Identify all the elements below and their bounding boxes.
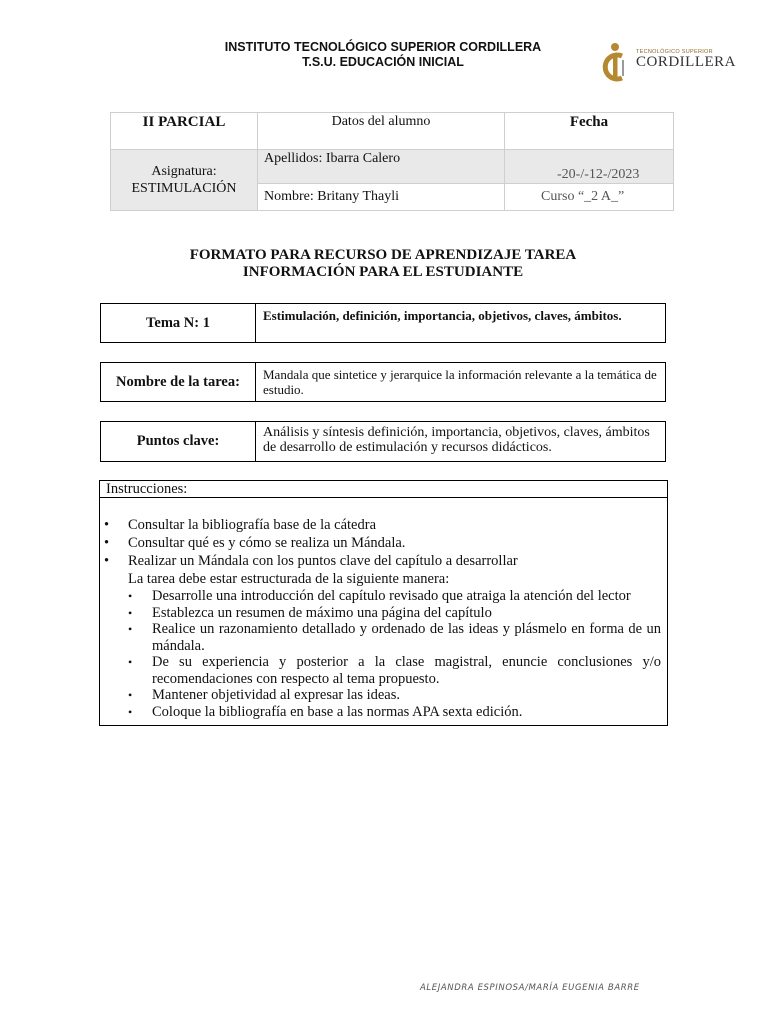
fecha-value-cell: -20-/-12-/2023	[505, 150, 674, 184]
sub-list-item-text: Desarrolle una introducción del capítulo revisado que atraiga la atención del lector	[152, 588, 631, 604]
cordillera-logo-icon	[598, 40, 636, 84]
sub-list-item	[100, 588, 667, 605]
tema-value: Estimulación, definición, importancia, objetivos, claves, ámbitos.	[256, 304, 666, 343]
nombre-cell: Nombre: Britany Thayli	[258, 184, 505, 211]
sub-list-item-text: Establezca un resumen de máximo una página del capítulo	[152, 604, 492, 621]
list-item-text: Consultar qué es y cómo se realiza un Mándala.	[128, 535, 406, 551]
list-item	[100, 516, 667, 534]
structure-intro: La tarea debe estar estructurada de la siguiente manera:	[128, 571, 450, 587]
logo-subtitle: TECNOLÓGICO SUPERIOR	[636, 49, 713, 55]
bullet-icon: •	[128, 622, 133, 636]
program-name: T.S.U. EDUCACIÓN INICIAL	[302, 55, 464, 69]
list-item-text: Realizar un Mándala con los puntos clave del capítulo a desarrollar	[128, 553, 518, 569]
document-title	[110, 247, 656, 281]
bullet-icon: •	[104, 517, 110, 533]
cordillera-logo	[598, 40, 736, 84]
fecha-header-cell: Fecha	[505, 113, 674, 150]
list-item	[100, 552, 667, 570]
sub-list-item	[100, 687, 667, 704]
asignatura-label: Asignatura:	[151, 164, 217, 179]
sub-list-item-text: Coloque la bibliografía en base a las normas APA sexta edición.	[152, 703, 523, 720]
instructions-list	[100, 516, 667, 570]
sub-list-item-text: Mantener objetividad al expresar las ideas.	[152, 687, 401, 703]
sub-list-item-text: De su experiencia y posterior a la clase magistral, enuncie conclusiones y/o recomendaciones con respecto al tema propuesto.	[152, 654, 661, 687]
apellidos-cell: Apellidos: Ibarra Calero	[258, 150, 505, 184]
puntos-value: Análisis y síntesis definición, importancia, objetivos, claves, ámbitos de desarrollo de estimulación y recursos didácticos.	[256, 422, 666, 462]
title-line-1: FORMATO PARA RECURSO DE APRENDIZAJE TAREA	[189, 247, 577, 263]
tarea-value: Mandala que sintetice y jerarquice la información relevante a la temática de estudio.	[256, 363, 666, 402]
logo-wordmark: CORDILLERA	[636, 54, 736, 70]
bullet-icon: •	[128, 688, 133, 702]
instructions-box	[99, 480, 668, 726]
list-item-text: Consultar la bibliografía base de la cátedra	[128, 517, 377, 533]
bullet-icon: •	[128, 655, 133, 669]
structure-sublist	[100, 588, 667, 720]
curso-cell: Curso “_2 A_”	[505, 184, 674, 211]
bullet-icon: •	[128, 589, 133, 603]
institution-name: INSTITUTO TECNOLÓGICO SUPERIOR CORDILLERA	[224, 40, 542, 54]
bullet-icon: •	[104, 535, 110, 551]
asignatura-value: ESTIMULACIÓN	[131, 181, 237, 196]
instructions-heading: Instrucciones:	[100, 481, 667, 498]
institution-header	[150, 40, 616, 70]
bullet-icon: •	[104, 553, 110, 569]
sub-list-item	[100, 654, 667, 687]
bullet-icon: •	[128, 704, 133, 719]
student-info-table	[110, 112, 674, 211]
puntos-label: Puntos clave:	[101, 422, 256, 462]
tarea-label: Nombre de la tarea:	[101, 363, 256, 402]
asignatura-cell	[111, 150, 258, 211]
footer-authors: ALEJANDRA ESPINOSA/MARÍA EUGENIA BARRE	[420, 983, 640, 993]
sub-list-item	[100, 704, 667, 721]
sub-list-item	[100, 621, 667, 654]
sub-list-item	[100, 605, 667, 622]
title-line-2: INFORMACIÓN PARA EL ESTUDIANTE	[242, 264, 524, 280]
bullet-icon: •	[128, 605, 133, 620]
list-item	[100, 534, 667, 552]
tarea-box	[100, 362, 666, 402]
parcial-cell: II PARCIAL	[111, 113, 258, 150]
sub-list-item-text: Realice un razonamiento detallado y ordenado de las ideas y plásmelo en forma de un mándala.	[152, 621, 661, 654]
tema-box	[100, 303, 666, 343]
datos-header-cell: Datos del alumno	[258, 113, 505, 150]
puntos-box	[100, 421, 666, 462]
tema-label: Tema N: 1	[101, 304, 256, 343]
